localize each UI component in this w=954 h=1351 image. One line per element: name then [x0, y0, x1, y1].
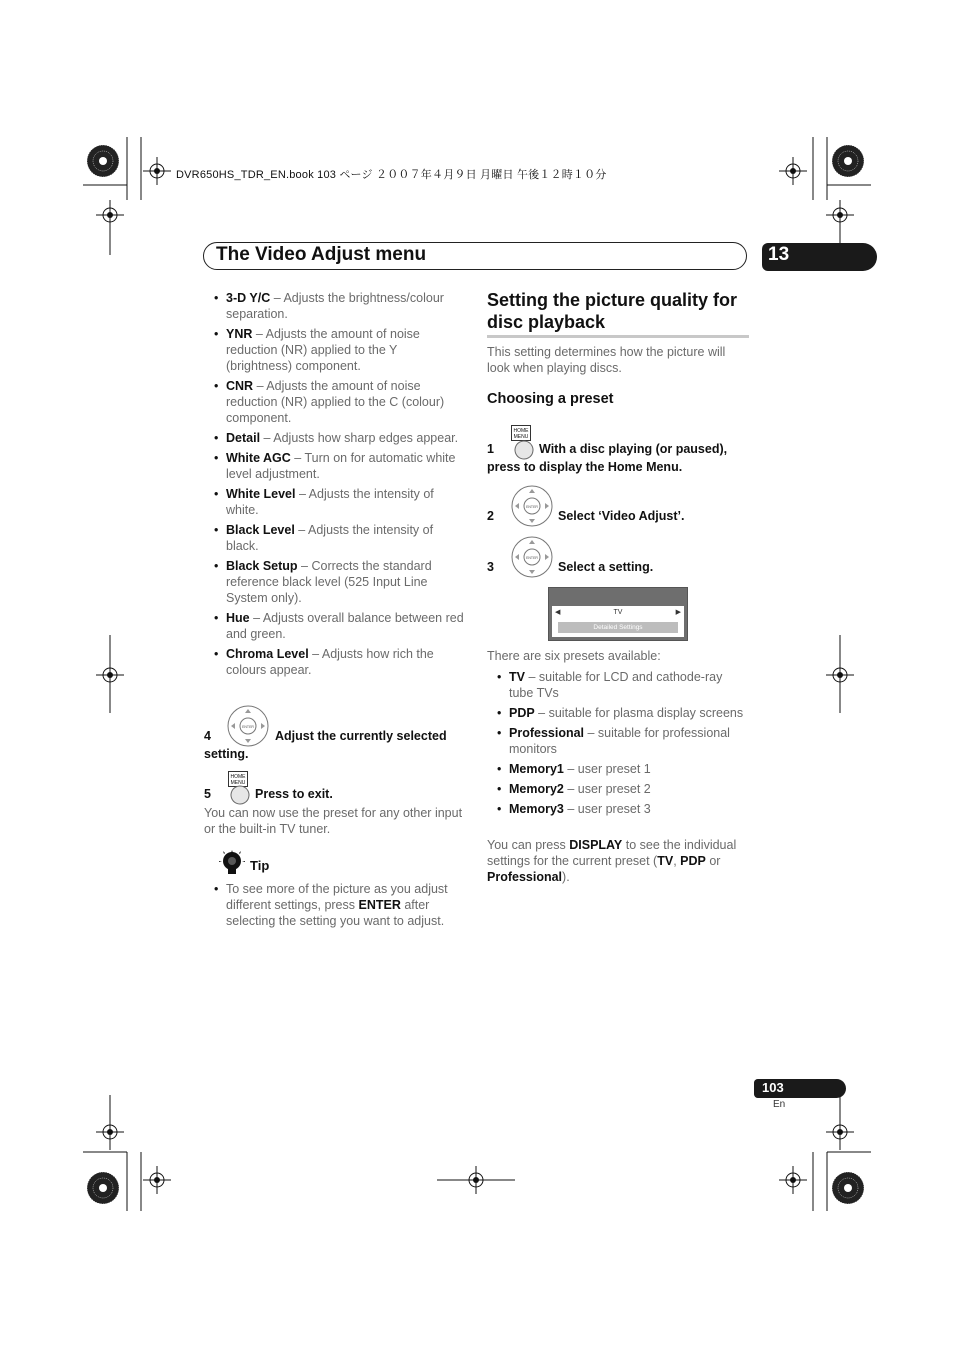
tip-body [204, 881, 466, 933]
step-3-number: 3 [487, 560, 494, 574]
tip-lightbulb-icon [218, 849, 246, 877]
page-title: The Video Adjust menu [216, 244, 427, 265]
list-item: • Memory3 – user preset 3 [487, 801, 749, 817]
list-item: • CNR – Adjusts the amount of noise reduction (NR) applied to the C (colour) component. [204, 378, 466, 426]
presets-intro: There are six presets available: [487, 649, 661, 663]
list-item: • Memory1 – user preset 1 [487, 761, 749, 777]
display-note: You can press DISPLAY to see the individual settings for the current preset (TV, PDP or Professional). [487, 838, 737, 884]
svg-text:MENU: MENU [230, 780, 246, 786]
screen-panel [552, 606, 684, 637]
left-column [204, 290, 466, 682]
subsection-title: Choosing a preset [487, 391, 614, 407]
home-menu-button-icon [513, 439, 535, 461]
list-item: • Chroma Level – Adjusts how rich the colours appear. [204, 646, 466, 678]
preset-list [487, 669, 749, 817]
list-item: • Hue – Adjusts overall balance between red and green. [204, 610, 466, 642]
left-arrow-icon: ◀ [555, 609, 561, 616]
list-item: • 3-D Y/C – Adjusts the brightness/colour separation. [204, 290, 466, 322]
list-item: • YNR – Adjusts the amount of noise reduction (NR) applied to the Y (brightness) component. [204, 326, 466, 374]
chapter-number: 13 [768, 244, 790, 265]
list-item: • Black Level – Adjusts the intensity of black. [204, 522, 466, 554]
tip-label: Tip [250, 858, 270, 873]
step-5-body: You can now use the preset for any other input or the built-in TV tuner. [204, 806, 463, 836]
right-arrow-icon: ▶ [675, 609, 681, 616]
step-4-text-cont: setting. [204, 747, 249, 761]
setting-list [204, 290, 466, 678]
enter-dpad-icon [226, 704, 270, 748]
svg-text:HOME: HOME [230, 774, 246, 780]
list-item: • Memory2 – user preset 2 [487, 781, 749, 797]
list-item: • TV – suitable for LCD and cathode-ray tube TVs [487, 669, 749, 701]
svg-text:ENTER: ENTER [526, 505, 538, 509]
video-adjust-screen [548, 587, 688, 641]
svg-text:ENTER: ENTER [242, 725, 254, 729]
step-1-text: With a disc playing (or paused), [539, 442, 728, 456]
step-2-number: 2 [487, 509, 494, 523]
section-intro: This setting determines how the picture will look when playing discs. [487, 345, 726, 375]
svg-text:ENTER: ENTER [526, 556, 538, 560]
list-item: • White AGC – Turn on for automatic white level adjustment. [204, 450, 466, 482]
step-4-number: 4 [204, 729, 211, 743]
page-number: 103 [762, 1080, 784, 1095]
list-item: • Professional – suitable for professional monitors [487, 725, 749, 757]
section-title: Setting the picture quality for disc playback [487, 290, 738, 332]
step-5-number: 5 [204, 787, 211, 801]
detailed-settings-button: Detailed Settings [558, 622, 678, 633]
list-item: • To see more of the picture as you adjust different settings, press ENTER after selecting the setting you want to adjust. [204, 881, 466, 929]
step-4-text: Adjust the currently selected [275, 729, 447, 743]
svg-text:HOME: HOME [513, 428, 529, 434]
step-1-number: 1 [487, 442, 494, 456]
print-info-line: DVR650HS_TDR_EN.book 103 ページ ２００７年４月９日 月曜日 午後１２時１０分 [176, 169, 607, 181]
enter-dpad-icon [510, 535, 554, 579]
list-item: • White Level – Adjusts the intensity of white. [204, 486, 466, 518]
list-item: • PDP – suitable for plasma display screens [487, 705, 749, 721]
presets-column [487, 669, 749, 821]
section-divider [487, 335, 749, 338]
page-language: En [773, 1099, 786, 1110]
step-2-text: Select ‘Video Adjust’. [558, 509, 685, 523]
step-1-text-cont: press to display the Home Menu. [487, 460, 683, 474]
list-item: • Detail – Adjusts how sharp edges appear. [204, 430, 466, 446]
step-3-text: Select a setting. [558, 560, 654, 574]
preset-value: TV [613, 609, 623, 616]
list-item: • Black Setup – Corrects the standard reference black level (525 Input Line System only). [204, 558, 466, 606]
home-menu-button-icon [229, 784, 251, 806]
enter-dpad-icon [510, 484, 554, 528]
step-5-text: Press to exit. [255, 787, 333, 801]
svg-text:MENU: MENU [513, 434, 529, 440]
